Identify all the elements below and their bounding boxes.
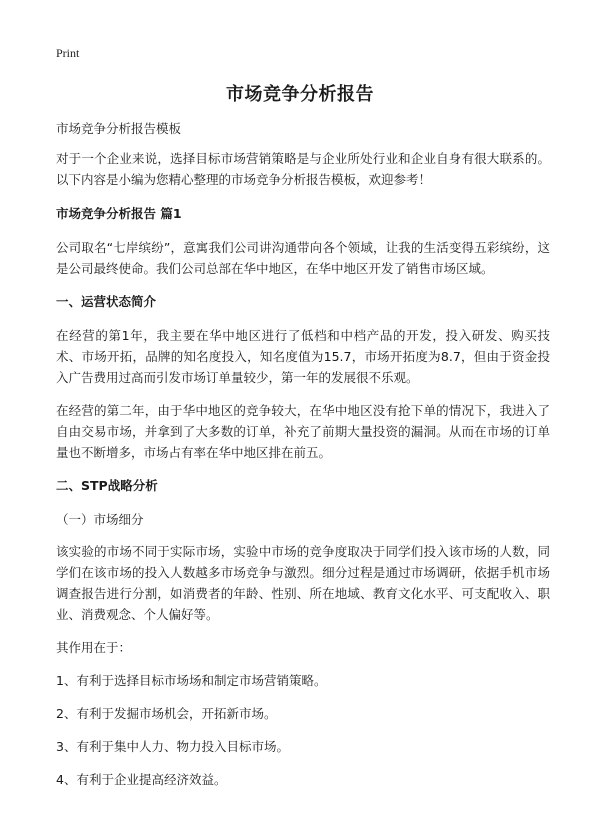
segmentation-paragraph: 该实验的市场不同于实际市场，实验中市场的竞争度取决于同学们投入该市场的人数，同学们在该市场的投入人数越多市场竞争与激烈。细分过程是通过市场调研，依据手机市场调查报告进行分割，如消费者的年龄、性别、所在地域、教育文化水平、可支配收入、职业、消费观念、个人偏好等。 — [56, 544, 550, 622]
document-title: 市场竞争分析报告 — [226, 84, 374, 105]
operations-paragraph-year2: 在经营的第二年，由于华中地区的竞争较大，在华中地区没有抢下单的情况下，我进入了自由交易市场，并拿到了大多数的订单，补充了前期大量投资的漏洞。从而在市场的订单量也不断增多，市场占有率在华中地区排在前五。 — [56, 403, 550, 460]
print-label: Print — [56, 46, 80, 60]
document-body — [56, 118, 550, 802]
article-heading: 市场竞争分析报告 篇1 — [56, 206, 182, 221]
intro-paragraph: 对于一个企业来说，选择目标市场营销策略是与企业所处行业和企业自身有很大联系的。以下内容是小编为您精心整理的市场竞争分析报告模板，欢迎参考！ — [56, 151, 550, 187]
section-heading-operations: 一、运营状态简介 — [56, 294, 157, 309]
section-heading-stp: 二、STP战略分析 — [56, 478, 158, 493]
list-item: 3、有利于集中人力、物力投入目标市场。 — [56, 739, 289, 754]
subsection-heading-segmentation: （一）市场细分 — [56, 512, 144, 527]
operations-paragraph-year1: 在经营的第1年，我主要在华中地区进行了低档和中档产品的开发，投入研发、购买技术、市场开拓，品牌的知名度投入，知名度值为15.7，市场开拓度为8.7，但由于资金投入广告费用过高而引发市场订单量较少，第一年的发展很不乐观。 — [56, 328, 550, 385]
list-item: 1、有利于选择目标市场场和制定市场营销策略。 — [56, 673, 327, 688]
effects-intro: 其作用在于： — [56, 640, 132, 655]
list-item: 2、有利于发掘市场机会，开拓新市场。 — [56, 706, 277, 721]
list-item: 4、有利于企业提高经济效益。 — [56, 772, 227, 787]
document-subtitle: 市场竞争分析报告模板 — [56, 121, 182, 136]
company-paragraph: 公司取名“七岸缤纷”，意寓我们公司讲沟通带向各个领域，让我的生活变得五彩缤纷，这是公司最终使命。我们公司总部在华中地区，在华中地区开发了销售市场区域。 — [56, 240, 550, 276]
